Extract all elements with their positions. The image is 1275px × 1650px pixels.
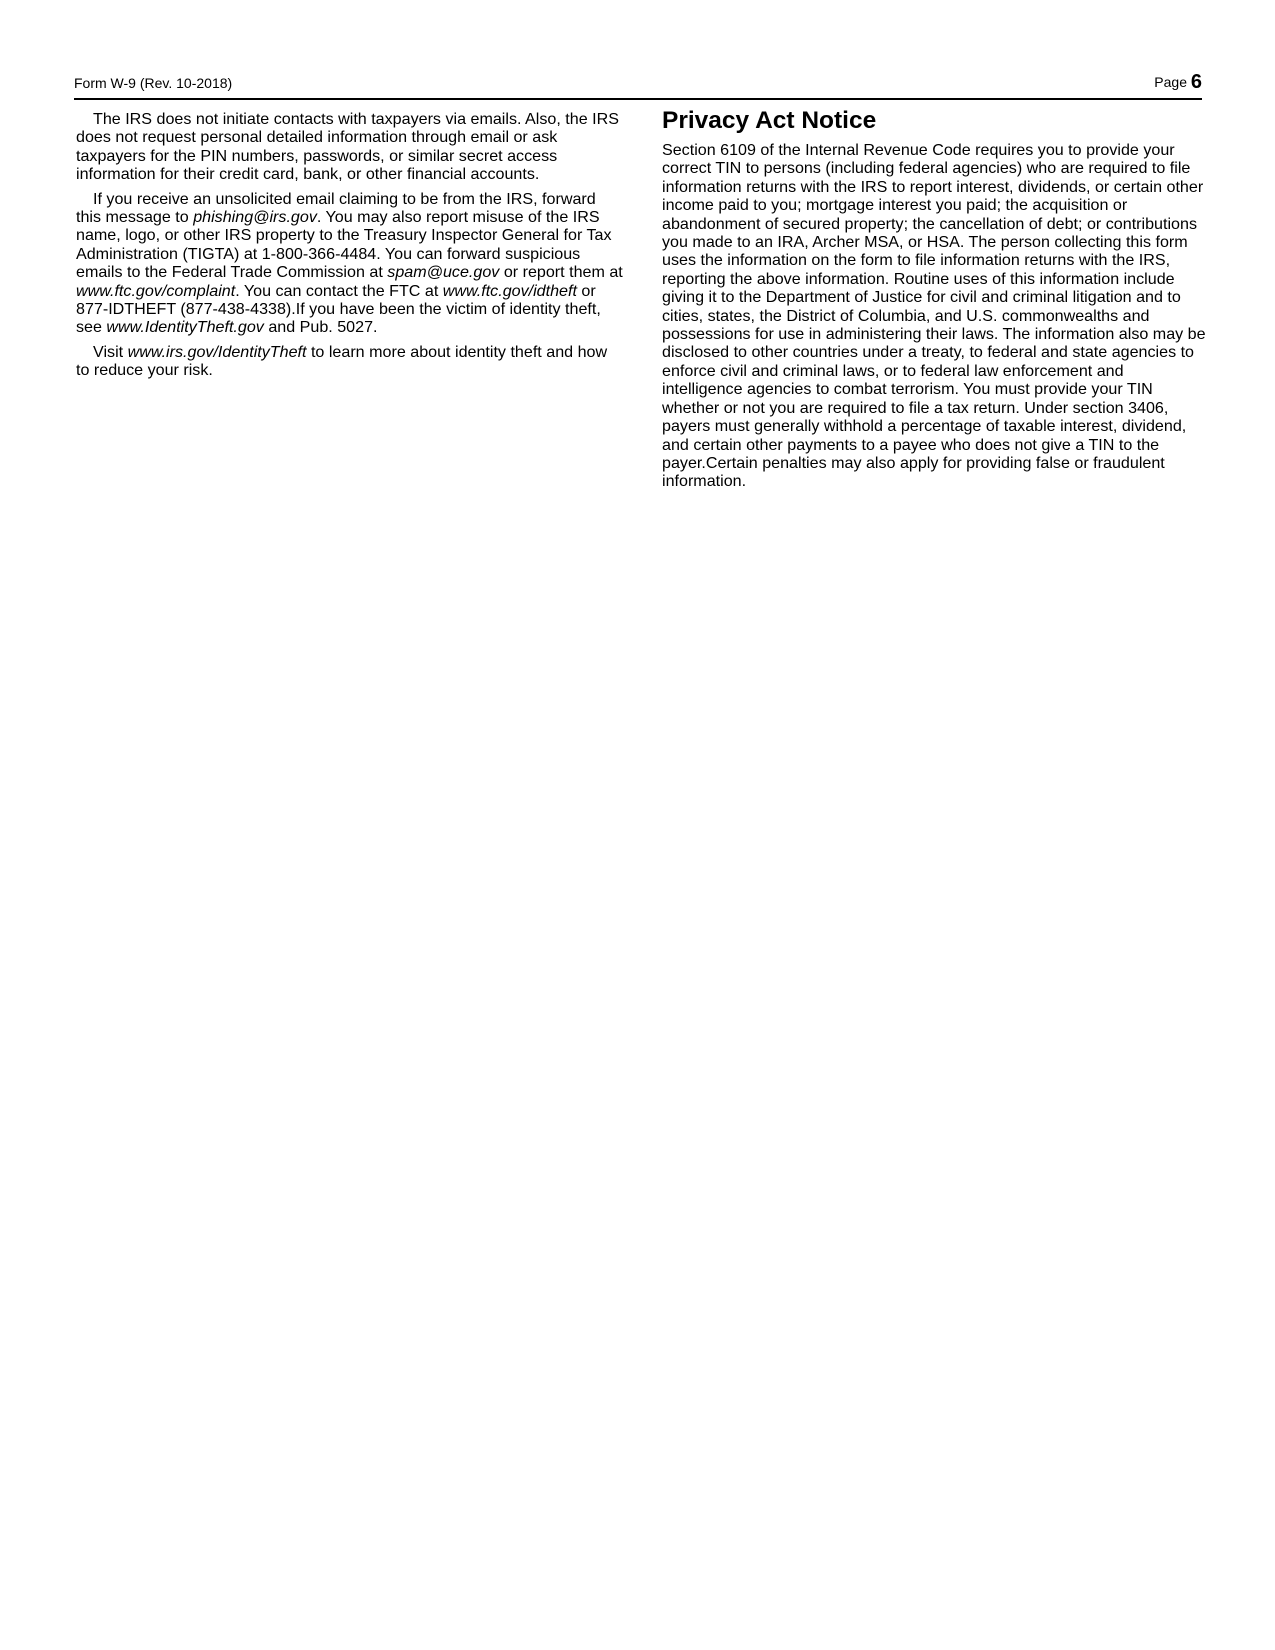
- text: . You may also report misuse of the IRS name, logo, or other IRS property to the Treasury Inspector General for Tax Administration (TIGTA) at 1-800-366-4484. You can forward suspicious emails to the Federal Trade Commission at: [76, 208, 612, 282]
- page-number-value: 6: [1190, 71, 1202, 93]
- privacy-act-heading: Privacy Act Notice: [662, 107, 877, 134]
- irs-identitytheft-link: www.irs.gov/IdentityTheft: [127, 342, 307, 361]
- text: If you receive an unsolicited email claiming to be from the IRS, forward this message to: [76, 189, 596, 227]
- privacy-act-body: Section 6109 of the Internal Revenue Code requires you to provide your correct TIN to persons (including federal agencies) who are required to file information returns with the IRS to report interest, dividends, or certain other income paid to you; mortgage interest you paid; the acquisition or abandonment of secured property; the cancellation of debt; or contributions you made to an IRA, Archer MSA, or HSA. The person collecting this form uses the information on the form to file information returns with the IRS, reporting the above information. Routine uses of this information include giving it to the Department of Justice for civil and criminal litigation and to cities, states, the District of Columbia, and U.S. commonwealths and possessions for use in administering their laws. The information also may be disclosed to other countries under a treaty, to federal and state agencies to enforce civil and criminal laws, or to federal law enforcement and intelligence agencies to combat terrorism. You must provide your TIN whether or not you are required to file a tax return. Under section 3406, payers must generally withhold a percentage of taxable interest, dividend, and certain other payments to a payee who does not give a TIN to the payer.Certain penalties may also apply for providing false or fraudulent information.: [662, 141, 1206, 491]
- page-header: [74, 72, 1202, 100]
- form-id: Form W-9 (Rev. 10-2018): [74, 75, 233, 91]
- left-column: [76, 110, 624, 386]
- right-column: [662, 107, 1206, 497]
- text: Visit: [93, 342, 128, 361]
- identitytheft-gov-link: www.IdentityTheft.gov: [106, 318, 264, 337]
- report-phishing-paragraph: [76, 190, 624, 337]
- text: or 877-IDTHEFT (877-438-4338).If you have been the victim of identity theft, see: [76, 281, 601, 337]
- spam-email-link: spam@uce.gov: [387, 263, 500, 282]
- irs-email-paragraph: The IRS does not initiate contacts with taxpayers via emails. Also, the IRS does not request personal detailed information through email or ask taxpayers for the PIN numbers, passwords, or similar secret access information for their credit card, bank, or other financial accounts.: [76, 110, 619, 184]
- text: to learn more about identity theft and how to reduce your risk.: [76, 342, 608, 380]
- text: . You can contact the FTC at: [235, 281, 443, 300]
- text: or report them at: [499, 263, 623, 282]
- visit-paragraph: [76, 343, 624, 380]
- ftc-complaint-link: www.ftc.gov/complaint: [76, 281, 236, 300]
- ftc-idtheft-link: www.ftc.gov/idtheft: [442, 281, 577, 300]
- page-number: [1154, 71, 1202, 94]
- page-label: Page: [1154, 74, 1187, 90]
- phishing-email-link: phishing@irs.gov: [193, 208, 317, 227]
- text: and Pub. 5027.: [263, 318, 378, 337]
